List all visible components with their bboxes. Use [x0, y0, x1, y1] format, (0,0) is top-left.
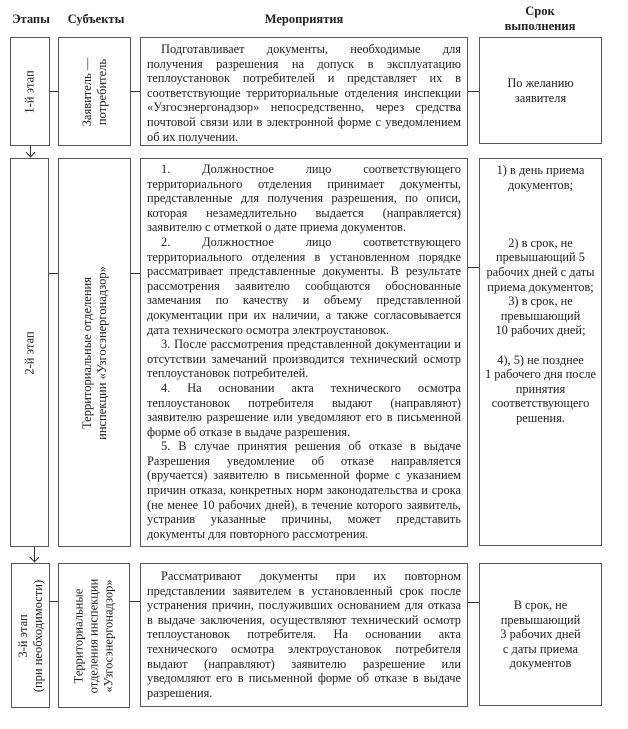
deadline-line: документов	[509, 656, 572, 671]
stage-1-label: 1-й этап	[22, 69, 37, 114]
subject-3-line: отделения инспекции	[86, 578, 101, 693]
subject-3-label	[72, 578, 117, 693]
stage-2-box	[10, 158, 49, 547]
subject-1-box	[58, 37, 131, 146]
activity-1-box	[140, 37, 468, 146]
activity-paragraph: 5. В случае принятия решения об отказе в выдаче Разрешения уведомление об отказе направляется (вручается) заявителю в письменной форме с указанием причин отказа, конкретных норм законодательства и срока (не менее 10 рабочих дней), в течение которого заявитель, устранив указанные причины, может представить документы для повторного рассмотрения.	[147, 439, 461, 541]
deadline-line: заявителя	[514, 90, 567, 105]
subject-2-label	[80, 266, 110, 440]
subject-1-line: Заявитель —	[79, 57, 94, 126]
activity-2-box	[140, 158, 468, 547]
activity-paragraph: 4. На основании акта технического осмотра теплоустановок потребителя выдают (направляют) заявителю разрешение или уведомляют его в письменной форме об отказе в выдаче разрешения.	[147, 380, 461, 439]
header-deadline-line2: выполнения	[504, 19, 576, 33]
deadline-line: 3) в срок, не	[508, 294, 573, 309]
subject-2-line: инспекции «Узгосэнергонадзор»	[94, 265, 109, 440]
connector-line	[468, 91, 479, 92]
connector-line	[130, 601, 140, 602]
deadline-3-text	[480, 564, 601, 705]
deadline-line: превышающий	[500, 308, 581, 323]
stage-3-box	[11, 563, 50, 708]
connector-line	[131, 273, 140, 274]
connector-line	[468, 602, 479, 603]
arrow-head-icon	[26, 148, 36, 158]
deadline-line: соответствующего	[491, 396, 590, 411]
header-stages: Этапы	[12, 12, 50, 26]
stage-2-label: 2-й этап	[22, 330, 36, 375]
deadline-line: В срок, не	[513, 598, 568, 613]
header-subjects: Субъекты	[67, 12, 125, 26]
header-activities: Мероприятия	[264, 12, 344, 26]
deadline-line: 2) в срок, не	[508, 235, 573, 250]
activity-3-text	[141, 564, 467, 700]
deadline-3-box	[479, 563, 602, 706]
deadline-line: 1) в день приема	[496, 163, 585, 177]
connector-line	[49, 273, 58, 274]
connector-line	[468, 267, 479, 268]
stage-3-line: (при необходимости)	[30, 579, 45, 692]
deadline-line: документов;	[507, 177, 574, 192]
deadline-line: приема документов;	[487, 279, 594, 294]
header-deadline	[479, 4, 601, 34]
deadline-2-text	[480, 159, 601, 545]
stage-1-box	[10, 37, 50, 146]
deadline-1-text	[480, 38, 601, 143]
subject-2-box	[58, 158, 131, 547]
activity-paragraph: 2. Должностное лицо соответствующего территориального отделения в установленном порядке рассматривает представленные документы. В результате рассмотрения заявителю сообщаются обоснованные замечания по качеству и объему представленной документации при их наличии, а также согласовывается дата технического осмотра электроустановок.	[147, 234, 461, 337]
activity-2-text	[141, 159, 467, 541]
deadline-1-box	[479, 37, 602, 144]
stage-3-line: 3-й этап	[15, 613, 30, 658]
deadline-line: 1 рабочего дня после	[484, 367, 596, 382]
deadline-line: По желанию	[507, 75, 574, 90]
header-deadline-line1: Срок	[525, 4, 555, 18]
activity-3-box	[140, 563, 468, 707]
subject-3-line: Территориальные	[71, 588, 86, 683]
deadline-line: превышающий	[500, 612, 581, 627]
subject-1-label	[80, 57, 110, 126]
deadline-line: 10 рабочих дней;	[495, 323, 586, 338]
subject-3-box	[58, 563, 130, 708]
stage-3-label	[16, 579, 46, 691]
subject-1-line: потребитель	[94, 58, 109, 125]
activity-paragraph: Рассматривают документы при их повторном представлении заявителем в установленный срок после устранения причин, послуживших основанием для отказа в выдаче заключения, осуществляют технический осмотр теплоустановок потребителя. На основании акта технического осмотра электроустановок потребителя выдают (направляют) заявителю разрешение или уведомляют его в письменной форме об отказе в выдаче разрешения.	[147, 569, 461, 700]
deadline-line: превышающий 5	[496, 250, 585, 265]
subject-3-line: «Узгосэнергонадзор»	[101, 578, 116, 693]
arrow-head-icon	[30, 553, 40, 563]
deadline-line: решения.	[516, 410, 565, 425]
subject-2-line: Территориальные отделения	[79, 276, 94, 429]
deadline-line: 4), 5) не позднее	[497, 352, 584, 367]
deadline-2-box	[479, 158, 602, 546]
connector-line	[131, 91, 140, 92]
activity-1-text	[141, 38, 467, 144]
deadline-line: с даты приема	[502, 641, 579, 656]
connector-line	[50, 91, 58, 92]
deadline-line: 3 рабочих дней	[500, 627, 581, 642]
deadline-line: принятия	[515, 381, 566, 396]
deadline-line: рабочих дней с даты	[486, 264, 595, 279]
connector-line	[50, 601, 58, 602]
activity-paragraph: 3. После рассмотрения представленной документации и отсутствии замечаний производится технический осмотр теплоустановок потребителей.	[147, 337, 461, 381]
activity-paragraph: 1. Должностное лицо соответствующего территориального отделения принимает документы, представленные для получения разрешения, по описи, которая незамедлительно выдается (направляется) заявителю с отметкой о дате приема документов.	[147, 162, 461, 235]
activity-paragraph: Подготавливает документы, необходимые для получения разрешения на допуск в эксплуатацию теплоустановок потребителей и представляет их в соответствующие территориальные отделения инспекции «Узгосэнергонадзор» непосредственно, через средства почтовой связи или в электронной форме с уведомлением об их получении.	[147, 42, 461, 144]
